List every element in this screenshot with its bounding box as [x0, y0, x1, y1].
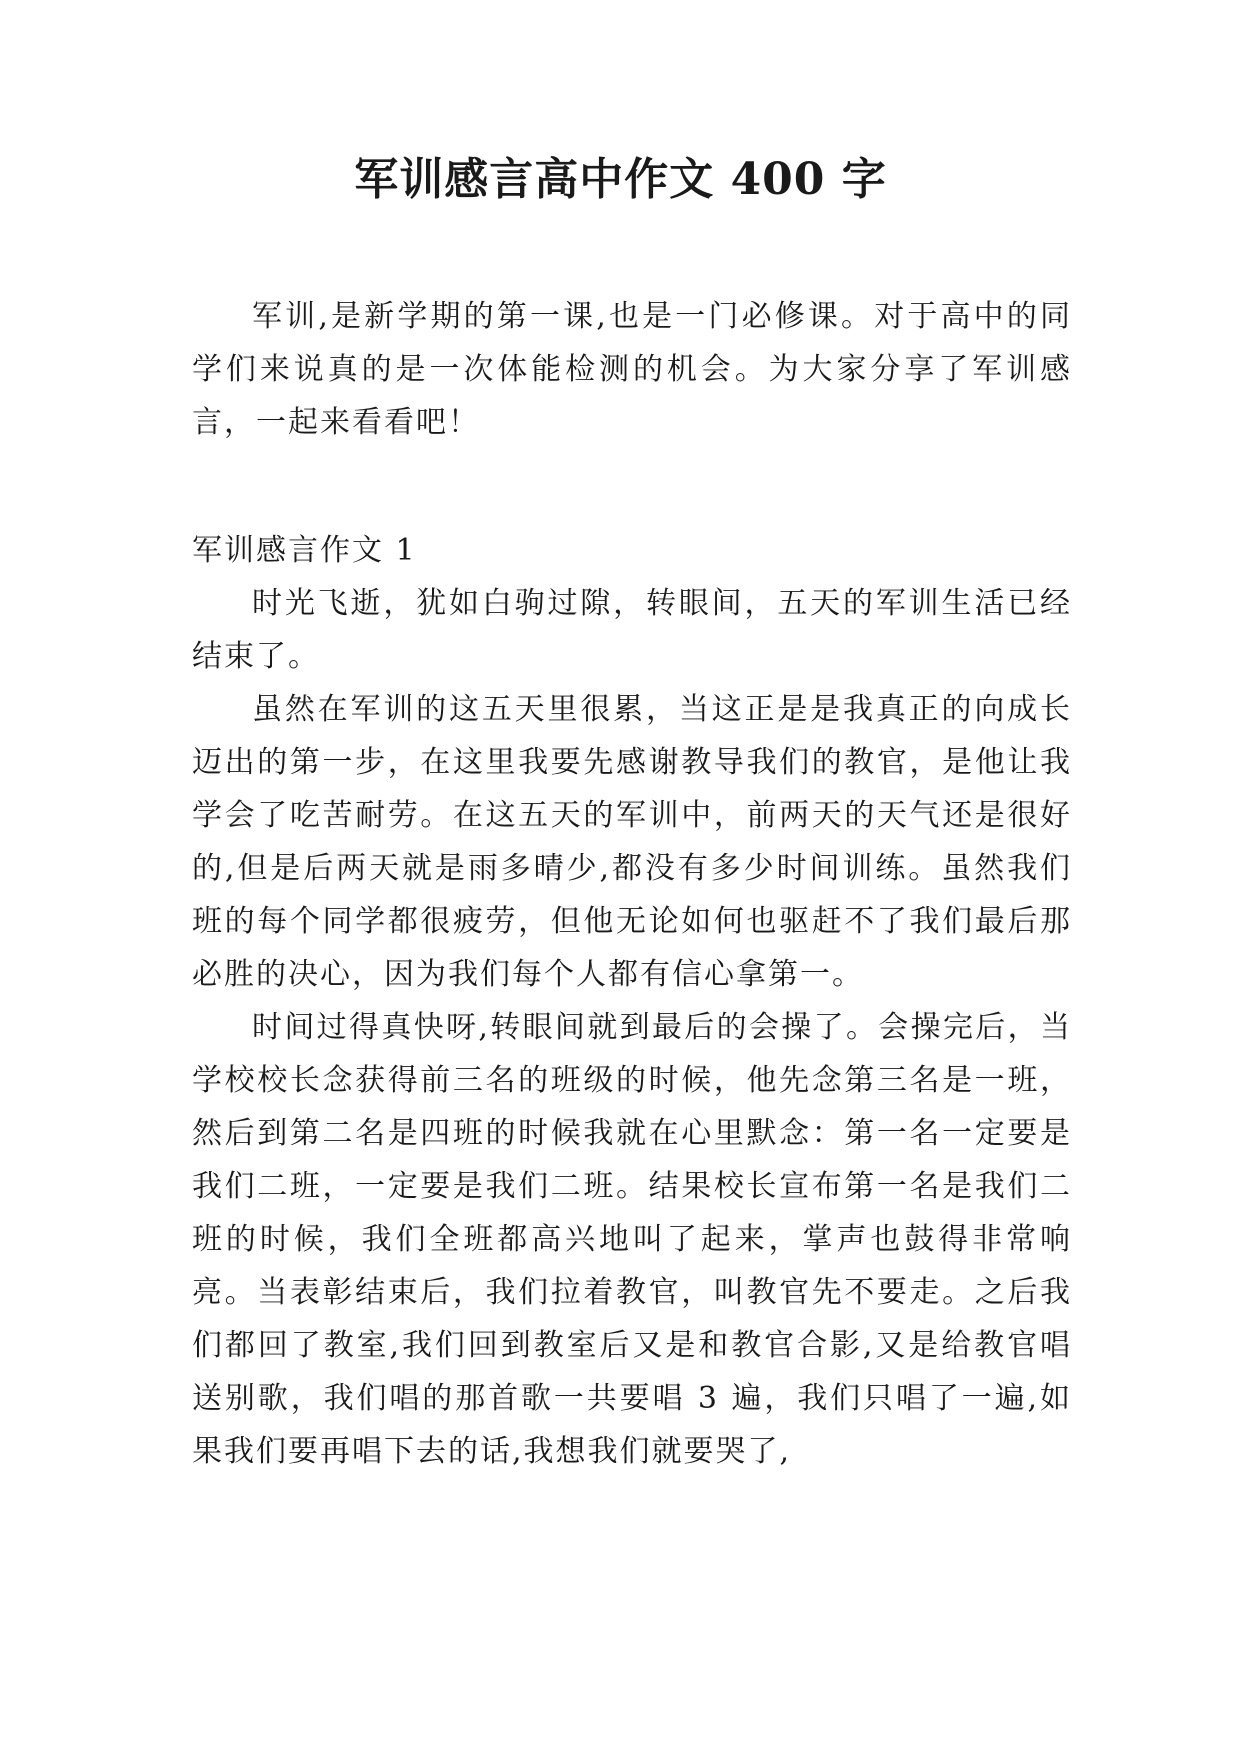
- essay-paragraph: 虽然在军训的这五天里很累，当这正是是我真正的向成长迈出的第一步，在这里我要先感谢教导我们的教官，是他让我学会了吃苦耐劳。在这五天的军训中，前两天的天气还是很好的,但是后两天就是雨多晴少,都没有多少时间训练。虽然我们班的每个同学都很疲劳，但他无论如何也驱赶不了我们最后那必胜的决心，因为我们每个人都有信心拿第一。: [192, 692, 1072, 992]
- document-title: 军训感言高中作文 400 字: [354, 154, 887, 205]
- essay-paragraph: 时光飞逝，犹如白驹过隙，转眼间，五天的军训生活已经结束了。: [192, 586, 1072, 674]
- intro-paragraph: 军训,是新学期的第一课,也是一门必修课。对于高中的同学们来说真的是一次体能检测的机会。为大家分享了军训感言，一起来看看吧！: [192, 299, 1072, 440]
- intro-block: [192, 290, 1072, 449]
- essay-body: [192, 577, 1072, 1478]
- section-heading: 军训感言作文 1: [192, 533, 417, 568]
- essay-paragraph: 时间过得真快呀,转眼间就到最后的会操了。会操完后，当学校校长念获得前三名的班级的时候，他先念第三名是一班，然后到第二名是四班的时候我就在心里默念：第一名一定要是我们二班，一定要是我们二班。结果校长宣布第一名是我们二班的时候，我们全班都高兴地叫了起来，掌声也鼓得非常响亮。当表彰结束后，我们拉着教官，叫教官先不要走。之后我们都回了教室,我们回到教室后又是和教官合影,又是给教官唱送别歌，我们唱的那首歌一共要唱 3 遍，我们只唱了一遍,如果我们要再唱下去的话,我想我们就要哭了,: [192, 1010, 1072, 1469]
